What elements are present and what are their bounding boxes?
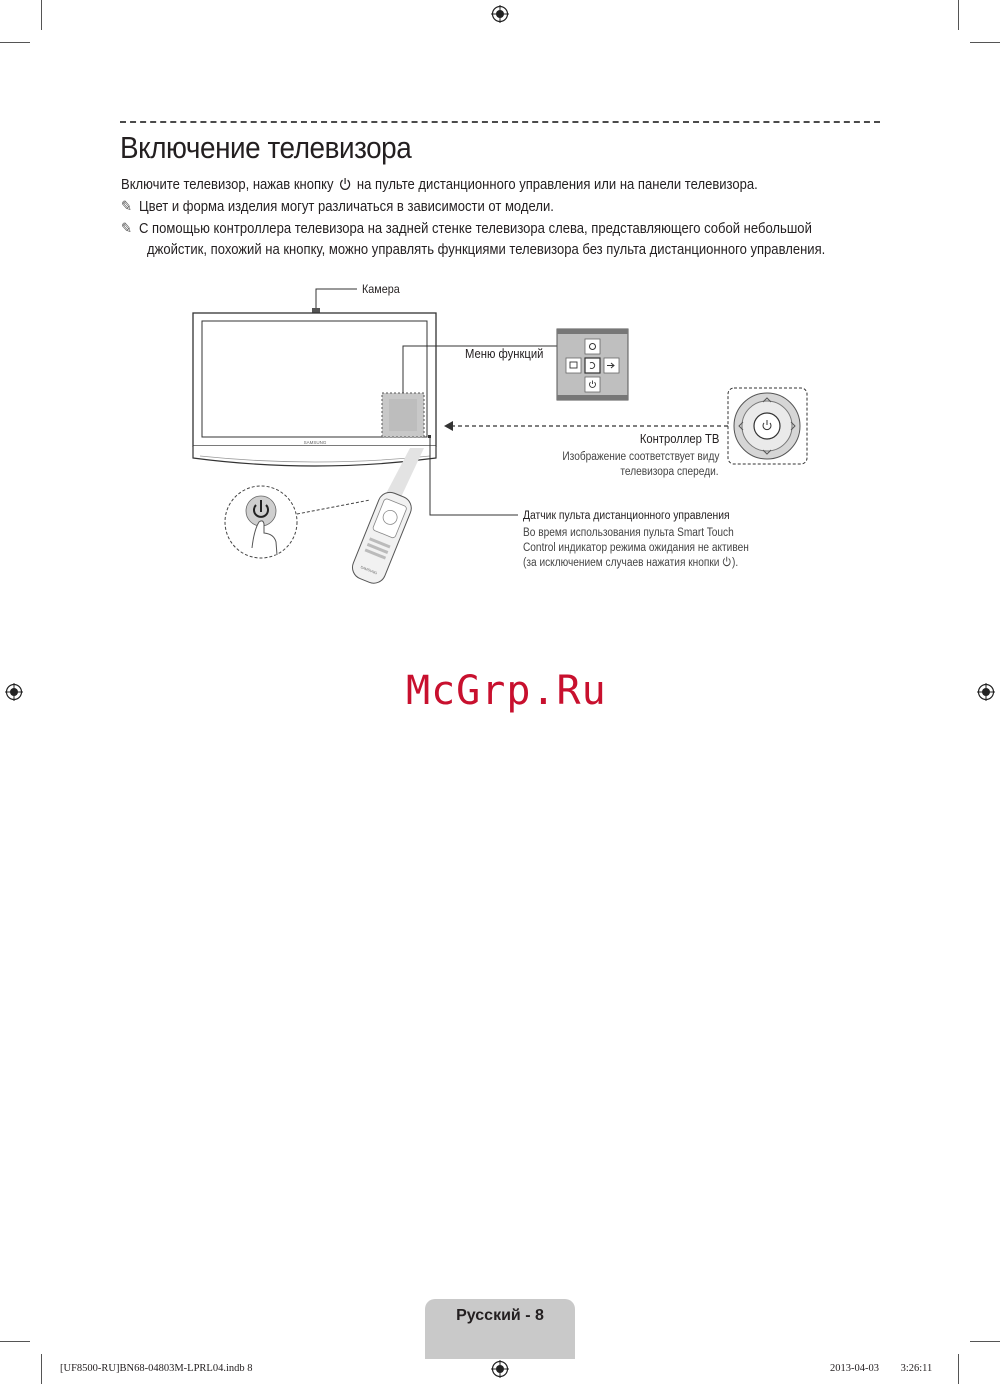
dashed-rule — [120, 121, 880, 123]
camera-label: Камера — [362, 282, 400, 296]
crop-mark-top-left-v — [41, 0, 42, 30]
tv-brand-label: SAMSUNG — [303, 440, 327, 445]
crop-mark-top-right-h — [970, 42, 1000, 43]
registration-mark-icon — [5, 683, 23, 701]
watermark: McGrp.Ru — [406, 668, 607, 714]
intro-paragraph — [121, 177, 758, 193]
sensor-label: Датчик пульта дистанционного управления — [523, 510, 730, 522]
intro-text-start: Включите телевизор, нажав кнопку — [121, 177, 334, 193]
footer-datetime: 2013-04-03 ￿￿ 3:26:11 — [830, 1363, 933, 1374]
controller-note-line2: телевизора спереди. — [620, 466, 719, 478]
note-2-text-line2: джойстик, похожий на кнопку, можно управлять функциями телевизора без пульта дистанционного управления. — [147, 242, 826, 258]
sensor-note-line3 — [523, 556, 738, 571]
edit-note-icon: ✎ — [121, 221, 132, 237]
tv-diagram — [0, 270, 1000, 600]
crop-mark-bottom-right-v — [958, 1354, 959, 1384]
sensor-note-line2: Control индикатор режима ожидания не активен — [523, 542, 749, 554]
sensor-note-line1: Во время использования пульта Smart Touch — [523, 527, 734, 539]
registration-mark-icon — [977, 683, 995, 701]
controller-note-line1: Изображение соответствует виду — [561, 451, 719, 463]
menu-label: Меню функций — [465, 347, 544, 361]
note-2-continued — [147, 242, 825, 258]
note-2 — [121, 221, 812, 237]
note-1-text: Цвет и форма изделия могут различаться в зависимости от модели. — [139, 199, 554, 215]
controller-label: Контроллер ТВ — [639, 432, 719, 446]
page-number-tab — [425, 1299, 575, 1359]
registration-mark-icon — [491, 5, 509, 23]
note-1 — [121, 199, 554, 215]
page-title: Включение телевизора — [120, 130, 412, 165]
registration-mark-icon — [491, 1360, 509, 1378]
intro-text-end: на пульте дистанционного управления или на панели телевизора. — [356, 177, 758, 193]
crop-mark-bottom-left-h — [0, 1341, 30, 1342]
power-icon — [339, 177, 352, 191]
crop-mark-top-right-v — [958, 0, 959, 30]
footer-file-info: [UF8500-RU]BN68-04803M-LPRL04.indb 8 — [60, 1363, 253, 1374]
power-icon — [722, 556, 732, 567]
note-2-text-line1: С помощью контроллера телевизора на задней стенке телевизора слева, представляющего собой небольшой — [139, 221, 812, 237]
edit-note-icon: ✎ — [121, 199, 132, 215]
crop-mark-bottom-right-h — [970, 1341, 1000, 1342]
sensor-note-line3-start: (за исключением случаев нажатия кнопки — [523, 557, 720, 569]
crop-mark-bottom-left-v — [41, 1354, 42, 1384]
page-number-label: Русский - 8 — [456, 1307, 544, 1324]
crop-mark-top-left-h — [0, 42, 30, 43]
sensor-note-line3-end: ). — [731, 557, 739, 569]
remote-control — [349, 489, 415, 587]
remote-brand-label: SAMSUNG — [359, 565, 378, 576]
